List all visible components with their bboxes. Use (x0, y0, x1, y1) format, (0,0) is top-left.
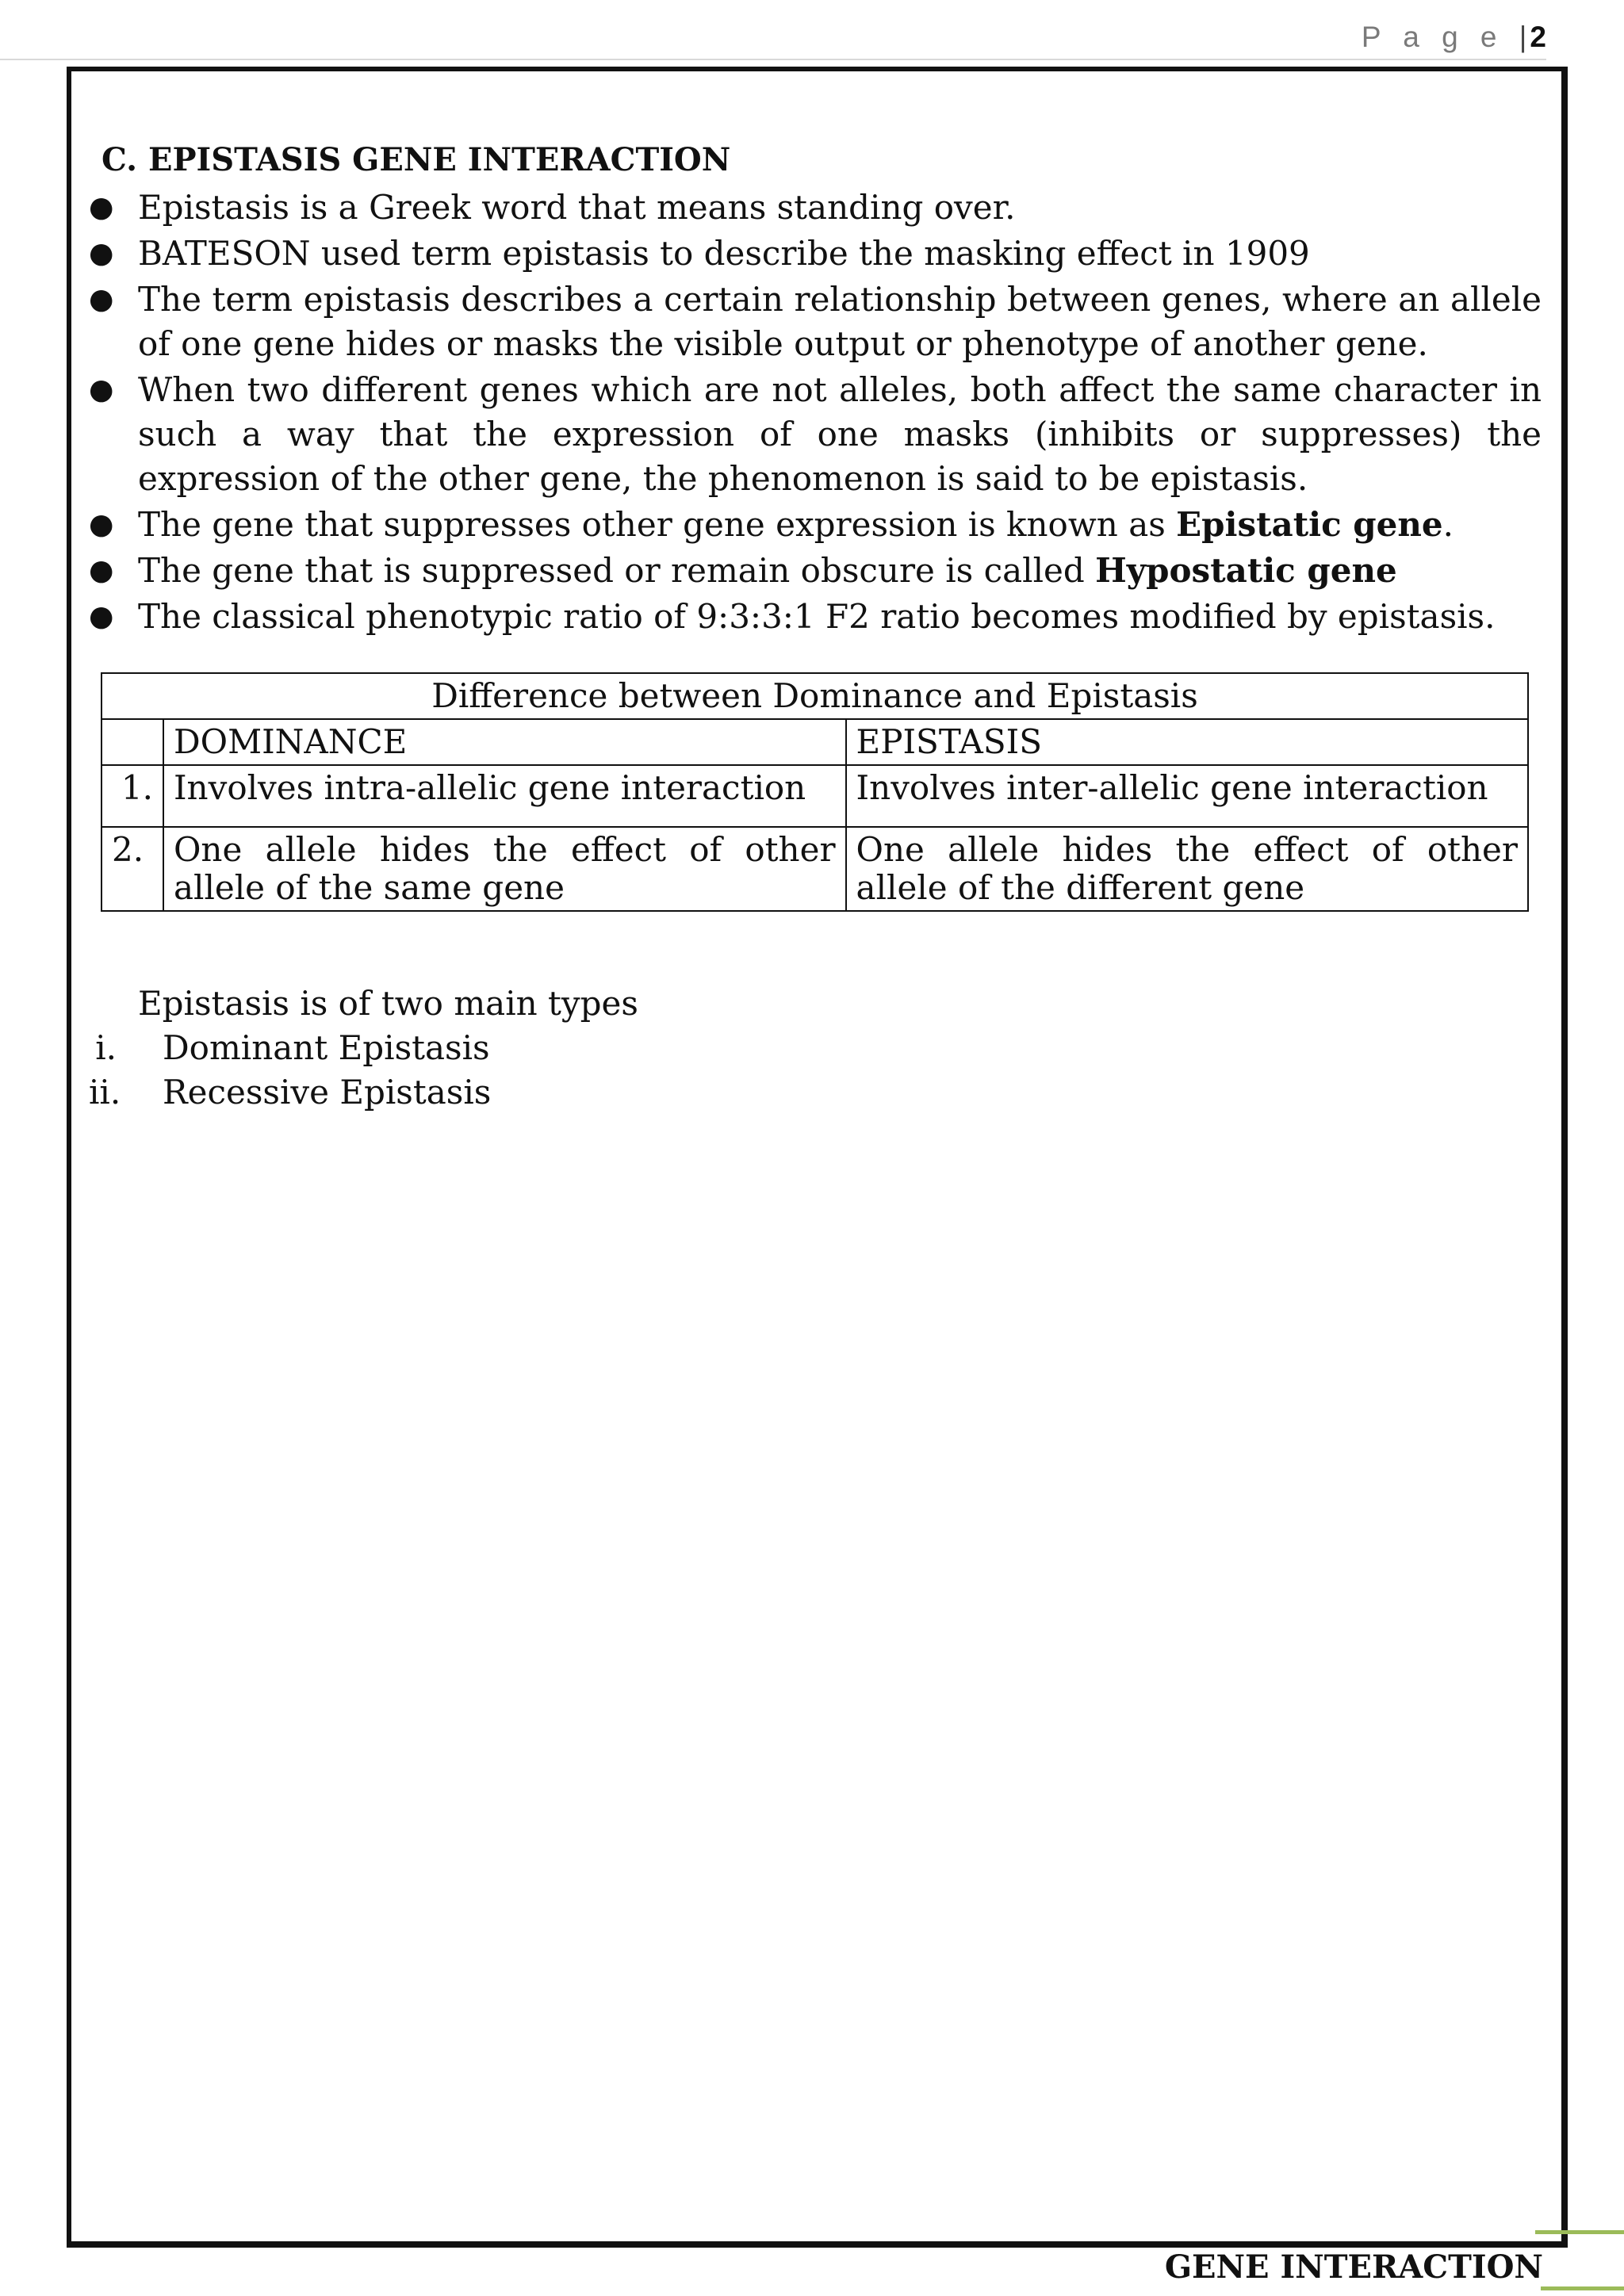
types-intro: Epistasis is of two main types (138, 984, 638, 1023)
difference-table (101, 672, 1529, 912)
footer-accent-line (1535, 2230, 1624, 2234)
table-caption-row (102, 673, 1528, 719)
type-label: Dominant Epistasis (163, 1028, 490, 1067)
type-numeral: ii. (89, 1073, 121, 1112)
type-label: Recessive Epistasis (163, 1073, 492, 1112)
row-number: 1. (102, 765, 163, 827)
bullet-dot-icon: ● (89, 600, 114, 633)
bullet-item (89, 232, 1542, 276)
bullet-dot-icon: ● (89, 554, 114, 587)
table-caption: Difference between Dominance and Epistasis (102, 673, 1528, 719)
term-epistatic-gene: Epistatic gene (1176, 505, 1443, 544)
table-row (102, 765, 1528, 827)
epistasis-types (89, 982, 638, 1115)
bullet-item (89, 186, 1542, 230)
table-header-epistasis: EPISTASIS (846, 719, 1528, 765)
bullet-item (89, 503, 1542, 547)
page-label: P a g e (1361, 21, 1504, 53)
bullet-text: BATESON used term epistasis to describe the masking effect in 1909 (138, 234, 1310, 273)
bullet-item (89, 368, 1542, 501)
cell-dominance: Involves intra-allelic gene interaction (163, 765, 846, 827)
bullet-item (89, 595, 1542, 639)
term-hypostatic-gene: Hypostatic gene (1095, 551, 1397, 590)
bullet-dot-icon: ● (89, 237, 114, 270)
bullet-list (89, 186, 1542, 641)
bullet-dot-icon: ● (89, 373, 114, 406)
type-numeral: i. (95, 1028, 117, 1067)
cell-dominance: One allele hides the effect of other allele of the same gene (163, 827, 846, 911)
bullet-text: The gene that is suppressed or remain obscure is called (138, 551, 1096, 590)
row-number: 2. (102, 827, 163, 911)
bullet-text-end: . (1442, 505, 1454, 544)
bullet-item (89, 277, 1542, 366)
table-header-dominance: DOMINANCE (163, 719, 846, 765)
page-number: 2 (1530, 21, 1546, 53)
table-header-blank (102, 719, 163, 765)
table-row (102, 827, 1528, 911)
bullet-item (89, 549, 1542, 593)
footer-rule (1541, 2286, 1624, 2290)
cell-epistasis: One allele hides the effect of other allele of the different gene (846, 827, 1528, 911)
bullet-text: The gene that suppresses other gene expression is known as (138, 505, 1177, 544)
type-item (89, 1026, 638, 1070)
header-rule (0, 59, 1546, 60)
page-header (1362, 21, 1546, 54)
table-header-row (102, 719, 1528, 765)
bullet-text: The classical phenotypic ratio of 9:3:3:1 F2 ratio becomes modified by epistasis. (138, 597, 1496, 636)
bullet-text: When two different genes which are not alleles, both affect the same character in such a way that the expression of one masks (inhibits or suppresses) the expression of the other gene, the phenomenon is said to be epistasis. (138, 370, 1542, 498)
cell-epistasis: Involves inter-allelic gene interaction (846, 765, 1528, 827)
bullet-dot-icon: ● (89, 508, 114, 541)
bullet-text: The term epistasis describes a certain relationship between genes, where an allele of one gene hides or masks the visible output or phenotype of another gene. (138, 280, 1542, 363)
footer-title: GENE INTERACTION (1164, 2248, 1543, 2286)
bullet-dot-icon: ● (89, 283, 114, 316)
section-title: C. EPISTASIS GENE INTERACTION (102, 141, 731, 178)
bullet-dot-icon: ● (89, 191, 114, 224)
page-separator: | (1519, 21, 1530, 53)
bullet-text: Epistasis is a Greek word that means standing over. (138, 188, 1016, 227)
type-item (89, 1070, 638, 1115)
